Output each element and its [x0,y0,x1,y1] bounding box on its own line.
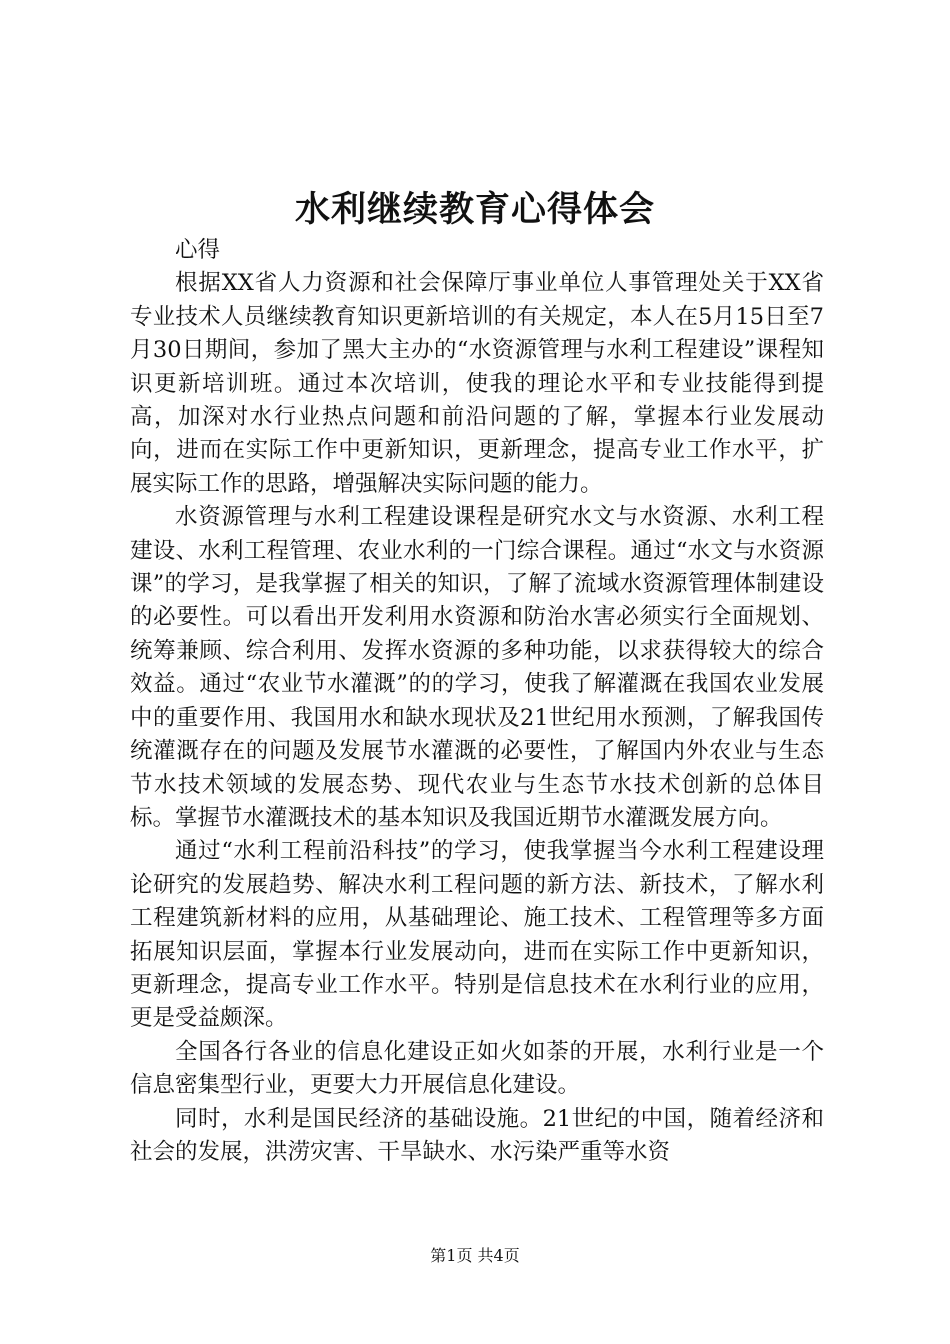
paragraph: 通过“水利工程前沿科技”的学习，使我掌握当今水利工程建设理论研究的发展趋势、解决水利工程问题的新方法、新技术，了解水利工程建筑新材料的应用，从基础理论、施工技术、工程管理等多方面拓展知识层面，掌握本行业发展动向，进而在实际工作中更新知识，更新理念，提高专业工作水平。特别是信息技术在水利行业的应用，更是受益颇深。 [130,838,824,1032]
paragraph: 水资源管理与水利工程建设课程是研究水文与水资源、水利工程建设、水利工程管理、农业水利的一门综合课程。通过“水文与水资源课”的学习，是我掌握了相关的知识，了解了流域水资源管理体制建设的必要性。可以看出开发利用水资源和防治水害必须实行全面规划、统筹兼顾、综合利用、发挥水资源的多种功能，以求获得较大的综合效益。通过“农业节水灌溉”的的学习，使我了解灌溉在我国农业发展中的重要作用、我国用水和缺水现状及21世纪用水预测，了解我国传统灌溉存在的问题及发展节水灌溉的必要性，了解国内外农业与生态节水技术领域的发展态势、现代农业与生态节水技术创新的总体目标。掌握节水灌溉技术的基本知识及我国近期节水灌溉发展方向。 [130,504,824,831]
paragraph: 全国各行各业的信息化建设正如火如荼的开展，水利行业是一个信息密集型行业，更要大力开展信息化建设。 [130,1038,824,1099]
paragraph: 根据XX省人力资源和社会保障厅事业单位人事管理处关于XX省专业技术人员继续教育知识更新培训的有关规定，本人在5月15日至7月30日期间，参加了黑大主办的“水资源管理与水利工程建设”课程知识更新培训班。通过本次培训，使我的理论水平和专业技能得到提高，加深对水行业热点问题和前沿问题的了解，掌握本行业发展动向，进而在实际工作中更新知识，更新理念，提高专业工作水平，扩展实际工作的思路，增强解决实际问题的能力。 [130,270,824,497]
paragraph-heading: 心得 [175,237,221,263]
document-title: 水利继续教育心得体会 [294,190,655,230]
document-body [130,234,824,1169]
paragraph: 同时，水利是国民经济的基础设施。21世纪的中国，随着经济和社会的发展，洪涝灾害、干旱缺水、水污染严重等水资 [130,1105,824,1165]
page-number-footer: 第1页 共4页 [430,1246,520,1265]
